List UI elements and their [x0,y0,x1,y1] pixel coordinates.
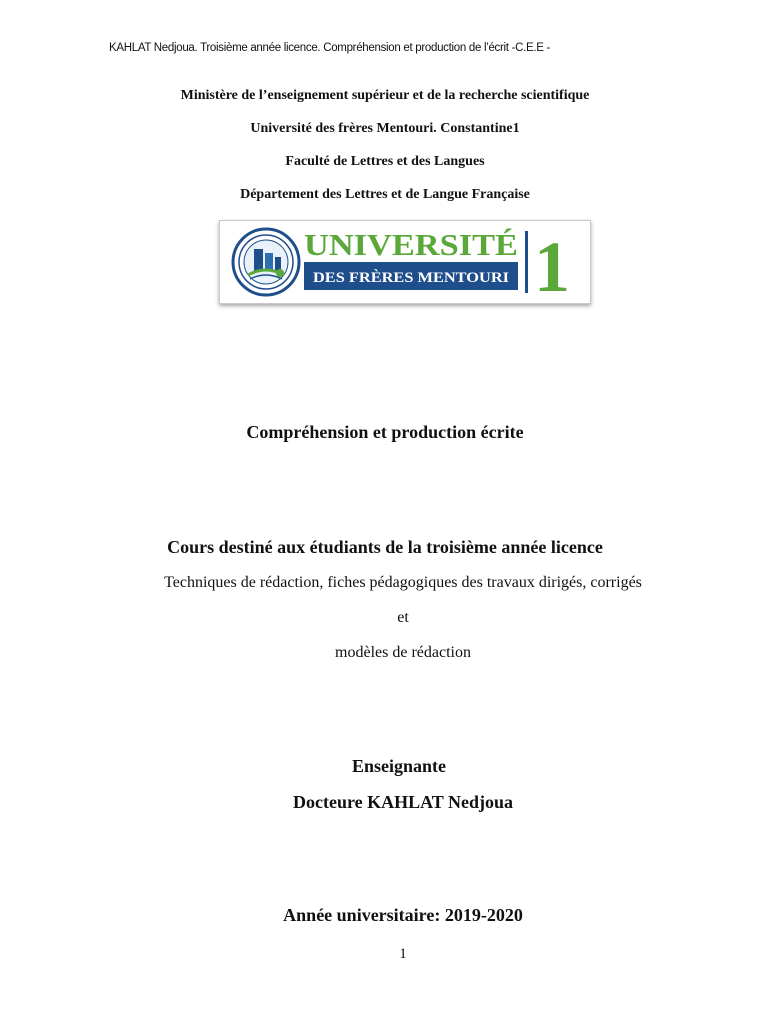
university-logo-graphic [220,221,590,303]
university-seal-icon [233,229,299,295]
university-line: Université des frères Mentouri. Constantine1 [250,121,520,136]
department-line: Département des Lettres et de Langue Française [240,187,530,202]
teacher-name: Docteure KAHLAT Nedjoua [293,792,513,812]
teacher-label: Enseignante [351,756,447,776]
ministry-line: Ministère de l’enseignement supérieur et de la recherche scientifique [180,88,590,103]
logo-numeral: 1 [534,227,570,303]
course-audience: Cours destiné aux étudiants de la troisième année licence [167,537,603,557]
page-number: 1 [399,946,407,962]
running-header: KAHLAT Nedjoua. Troisième année licence. Compréhension et production de l’écrit -C.E.E - [109,42,551,54]
faculty-line: Faculté de Lettres et des Langues [285,154,485,169]
contents-line-3: modèles de rédaction [335,644,471,661]
university-logo [219,220,591,304]
logo-word-top: UNIVERSITÉ [304,227,518,262]
course-title: Compréhension et production écrite [246,422,524,442]
contents-line-2: et [397,609,409,626]
academic-year: Année universitaire: 2019-2020 [283,905,523,925]
contents-line-1: Techniques de rédaction, fiches pédagogiques des travaux dirigés, corrigés [164,574,642,591]
logo-word-bottom: DES FRÈRES MENTOURI [313,270,493,286]
